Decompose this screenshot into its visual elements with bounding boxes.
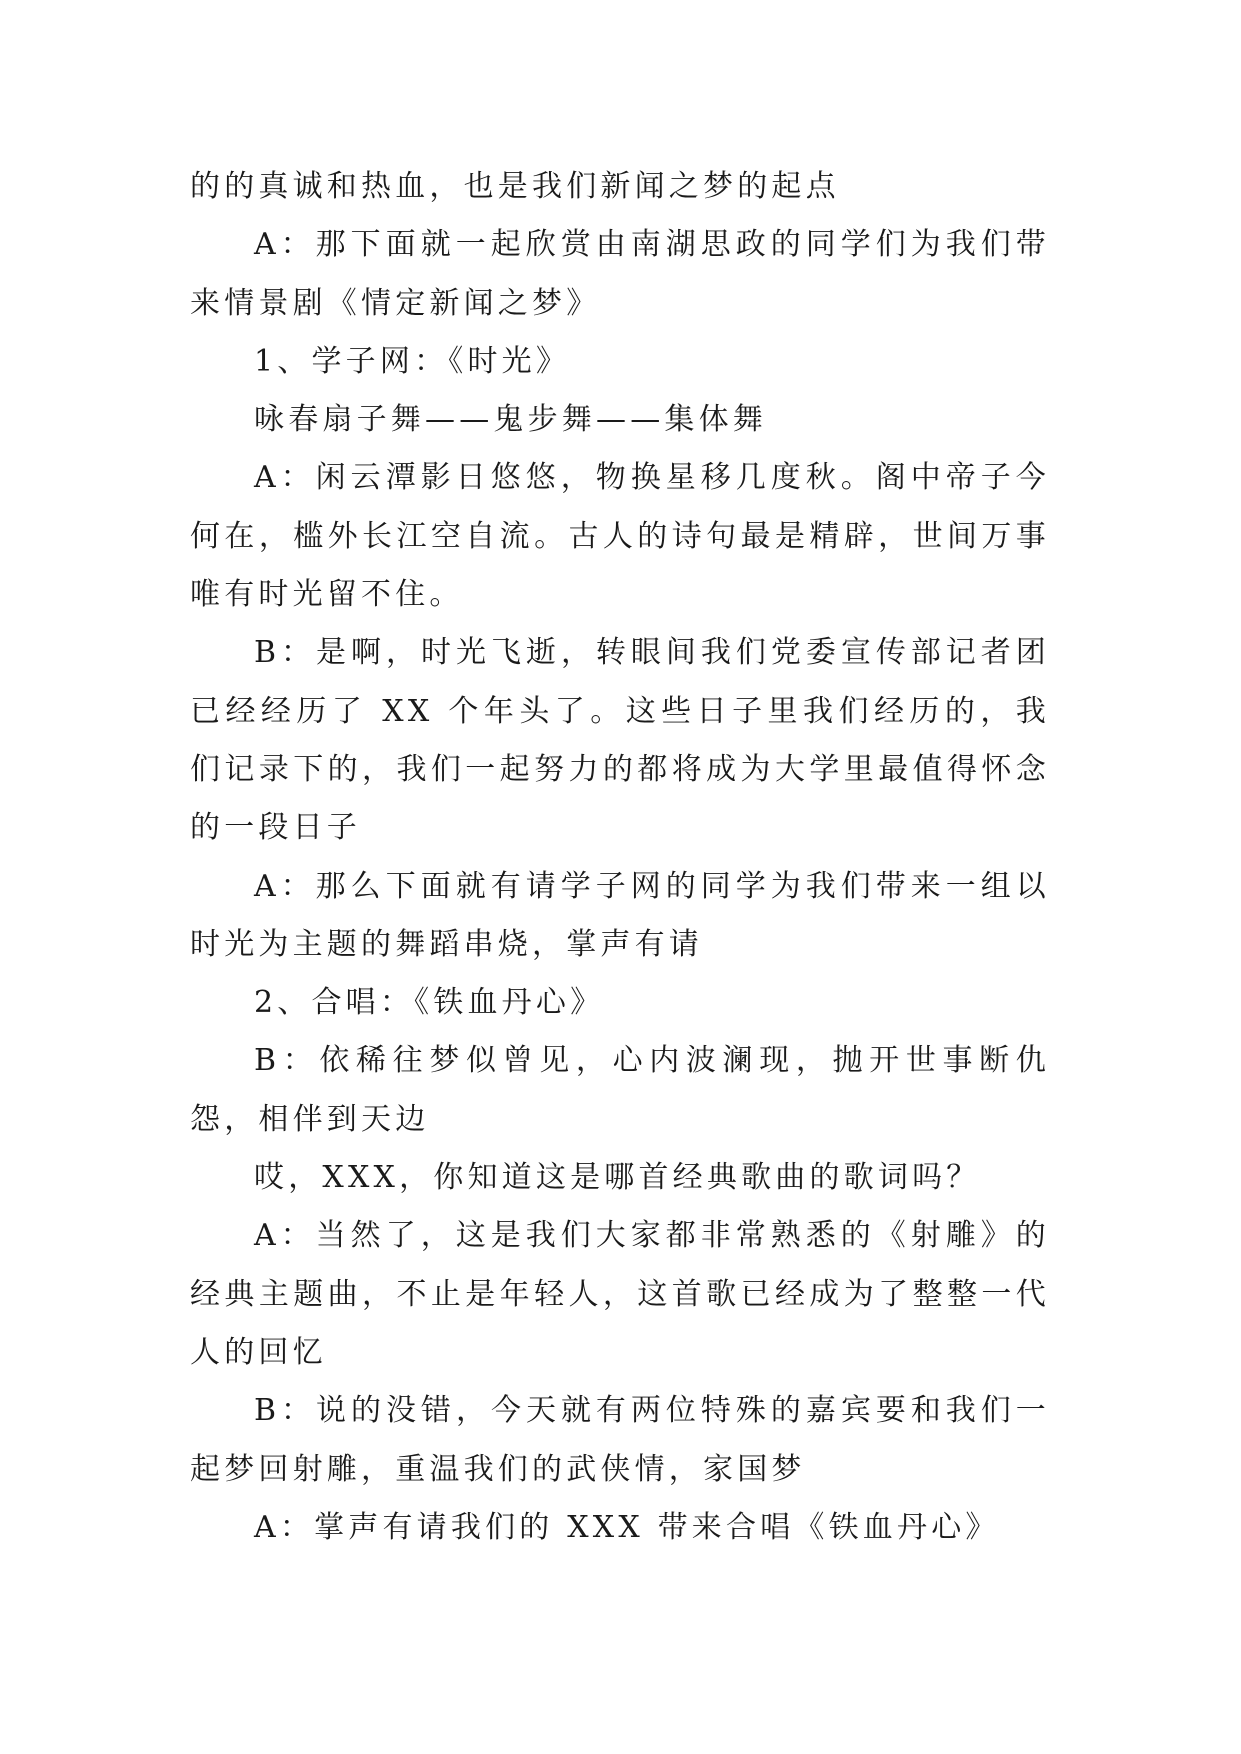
paragraph-11: A：当然了，这是我们大家都非常熟悉的《射雕》的经典主题曲，不止是年轻人，这首歌已经成为了整整一代人的回忆: [190, 1218, 1050, 1370]
paragraph-9: B：依稀往梦似曾见，心内波澜现，抛开世事断仇怨，相伴到天边: [190, 1043, 1050, 1137]
paragraph-1: 的的真诚和热血，也是我们新闻之梦的起点: [190, 169, 840, 204]
document-body: [190, 158, 1050, 1557]
paragraph-4: 咏春扇子舞——鬼步舞——集体舞: [254, 402, 767, 438]
paragraph-10: 哎，XXX，你知道这是哪首经典歌曲的歌词吗？: [254, 1160, 981, 1196]
paragraph-7: A：那么下面就有请学子网的同学为我们带来一组以时光为主题的舞蹈串烧，掌声有请: [190, 868, 1050, 962]
paragraph-3: 1、学子网：《时光》: [254, 343, 571, 379]
paragraph-2: A：那下面就一起欣赏由南湖思政的同学们为我们带来情景剧《情定新闻之梦》: [190, 227, 1050, 321]
paragraph-12: B：说的没错，今天就有两位特殊的嘉宾要和我们一起梦回射雕，重温我们的武侠情，家国梦: [190, 1393, 1050, 1487]
paragraph-5: A：闲云潭影日悠悠，物换星移几度秋。阁中帝子今何在，槛外长江空自流。古人的诗句最是精辟，世间万事唯有时光留不住。: [190, 460, 1050, 613]
paragraph-8: 2、合唱：《铁血丹心》: [254, 985, 605, 1021]
paragraph-6: B：是啊，时光飞逝，转眼间我们党委宣传部记者团已经经历了 XX 个年头了。这些日子里我们经历的，我们记录下的，我们一起努力的都将成为大学里最值得怀念的一段日子: [190, 635, 1050, 846]
paragraph-13: A：掌声有请我们的 XXX 带来合唱《铁血丹心》: [254, 1509, 1000, 1545]
